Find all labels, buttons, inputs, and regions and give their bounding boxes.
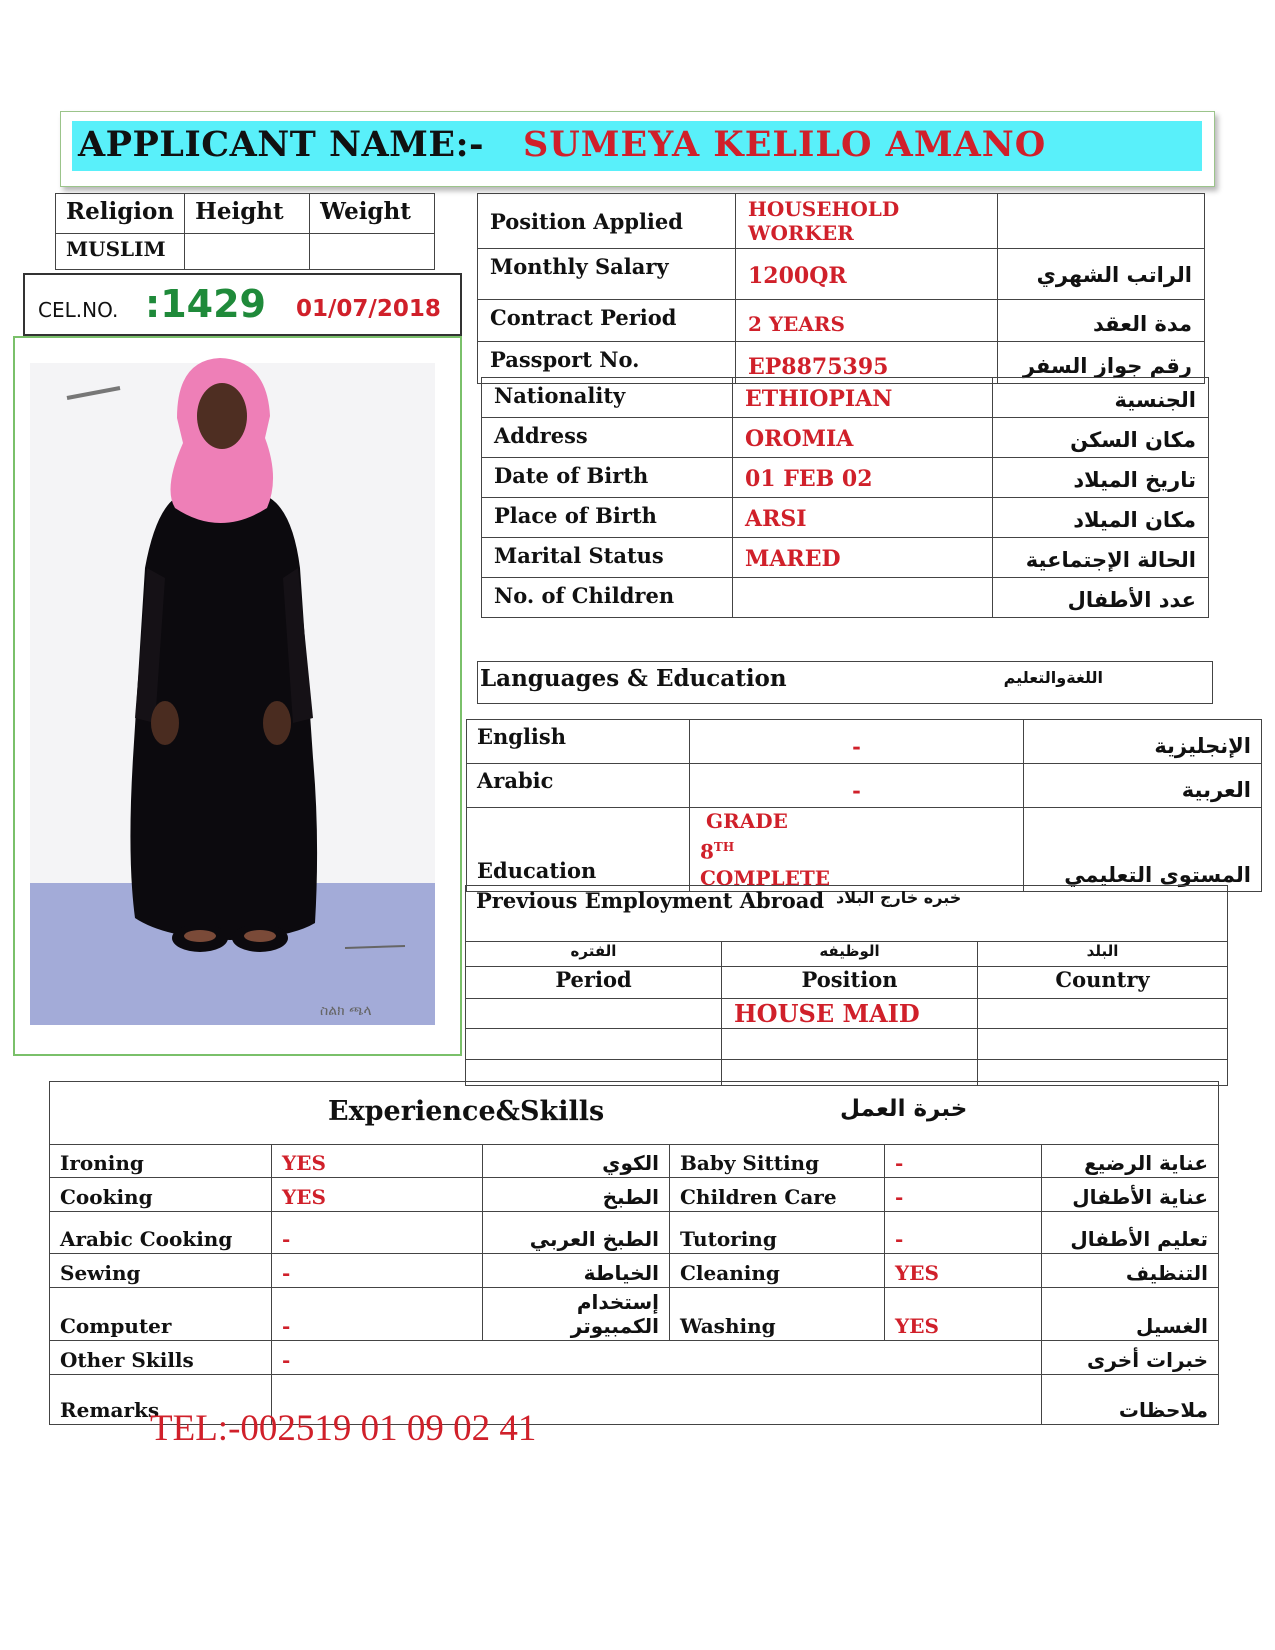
applicant-name: SUMEYA KELILO AMANO <box>523 124 1047 165</box>
marital-label: Marital Status <box>482 538 733 578</box>
contract-label: Contract Period <box>478 300 736 342</box>
cel-no-number: :1429 <box>145 282 266 326</box>
address-value: OROMIA <box>733 418 993 458</box>
employment-header <box>465 885 1228 941</box>
dob-label: Date of Birth <box>482 458 733 498</box>
other-skills-label: Other Skills <box>50 1341 272 1375</box>
weight-label: Weight <box>310 194 435 234</box>
languages-header <box>477 661 1213 704</box>
education-line1: GRADE <box>706 809 788 833</box>
other-skills-value: - <box>272 1341 1042 1375</box>
religion-label: Religion <box>56 194 185 234</box>
arabic-ar: العربية <box>1024 764 1262 808</box>
washing-label: Washing <box>670 1288 885 1341</box>
employment-table <box>465 941 1228 1086</box>
position-ar-head: الوظيفه <box>722 942 978 967</box>
contract-ar: مدة العقد <box>998 300 1205 342</box>
emp-row1-position: HOUSE MAID <box>722 999 978 1029</box>
experience-header <box>49 1081 1219 1144</box>
personal-table <box>481 377 1209 618</box>
job-table <box>477 193 1205 384</box>
ironing-ar: الكوي <box>483 1145 670 1178</box>
position-value: HOUSEHOLD WORKER <box>736 194 998 249</box>
childcare-ar: عناية الأطفال <box>1042 1178 1219 1212</box>
applicant-name-label: APPLICANT NAME:- <box>78 124 485 165</box>
photo-caption: ስልክ ጫላ <box>320 1003 372 1019</box>
languages-title: Languages & Education <box>480 665 787 692</box>
emp-row2-position <box>722 1029 978 1060</box>
position-ar <box>998 194 1205 249</box>
employment-title-ar: خبره خارج البلاد <box>836 888 962 907</box>
salary-value: 1200QR <box>736 249 998 300</box>
arabic-label: Arabic <box>467 764 690 808</box>
sewing-value: - <box>272 1254 483 1288</box>
address-label: Address <box>482 418 733 458</box>
applicant-photo <box>13 336 462 1056</box>
nationality-value: ETHIOPIAN <box>733 378 993 418</box>
other-skills-ar: خبرات أخرى <box>1042 1341 1219 1375</box>
period-ar: الفتره <box>466 942 722 967</box>
babysitting-value: - <box>885 1145 1042 1178</box>
children-value <box>733 578 993 618</box>
childcare-value: - <box>885 1178 1042 1212</box>
education-ar: المستوى التعليمي <box>1024 808 1262 892</box>
sewing-ar: الخياطة <box>483 1254 670 1288</box>
computer-value: - <box>272 1288 483 1341</box>
photo-illustration <box>15 338 460 1054</box>
arabic-value: - <box>690 764 1024 808</box>
computer-label: Computer <box>50 1288 272 1341</box>
education-label: Education <box>467 808 690 892</box>
children-label: No. of Children <box>482 578 733 618</box>
languages-table <box>466 719 1262 892</box>
contract-value: 2 YEARS <box>736 300 998 342</box>
cleaning-ar: التنظيف <box>1042 1254 1219 1288</box>
weight-value <box>310 234 435 270</box>
tutoring-ar: تعليم الأطفال <box>1042 1212 1219 1254</box>
address-ar: مكان السكن <box>993 418 1209 458</box>
english-value: - <box>690 720 1024 764</box>
experience-title-ar: خبرة العمل <box>840 1096 968 1122</box>
cooking-ar: الطبخ <box>483 1178 670 1212</box>
passport-label: Passport No. <box>478 342 736 384</box>
salary-label: Monthly Salary <box>478 249 736 300</box>
childcare-label: Children Care <box>670 1178 885 1212</box>
remarks-ar: ملاحظات <box>1042 1375 1219 1425</box>
emp-row2-country <box>978 1029 1228 1060</box>
experience-title: Experience&Skills <box>328 1096 605 1127</box>
tutoring-value: - <box>885 1212 1042 1254</box>
education-sup: TH <box>713 840 735 854</box>
cleaning-value: YES <box>885 1254 1042 1288</box>
salary-ar: الراتب الشهري <box>998 249 1205 300</box>
cooking-value: YES <box>272 1178 483 1212</box>
height-value <box>185 234 310 270</box>
employment-title: Previous Employment Abroad <box>476 888 825 913</box>
emp-row2-period <box>466 1029 722 1060</box>
country-header: Country <box>978 967 1228 999</box>
arabic-cooking-value: - <box>272 1212 483 1254</box>
babysitting-ar: عناية الرضيع <box>1042 1145 1219 1178</box>
cel-no-label: CEL.NO. <box>38 298 119 322</box>
dob-ar: تاريخ الميلاد <box>993 458 1209 498</box>
languages-title-ar: اللغةوالتعليم <box>1003 668 1103 687</box>
nationality-label: Nationality <box>482 378 733 418</box>
dob-value: 01 FEB 02 <box>733 458 993 498</box>
education-value <box>690 808 1024 892</box>
cleaning-label: Cleaning <box>670 1254 885 1288</box>
height-label: Height <box>185 194 310 234</box>
pob-value: ARSI <box>733 498 993 538</box>
experience-table <box>49 1144 1219 1425</box>
children-ar: عدد الأطفال <box>993 578 1209 618</box>
arabic-cooking-label: Arabic Cooking <box>50 1212 272 1254</box>
period-header: Period <box>466 967 722 999</box>
english-label: English <box>467 720 690 764</box>
arabic-cooking-ar: الطبخ العربي <box>483 1212 670 1254</box>
position-header: Position <box>722 967 978 999</box>
pob-ar: مكان الميلاد <box>993 498 1209 538</box>
washing-ar: الغسيل <box>1042 1288 1219 1341</box>
tutoring-label: Tutoring <box>670 1212 885 1254</box>
country-ar: البلد <box>978 942 1228 967</box>
education-grade: 8 <box>700 839 714 864</box>
religion-value: MUSLIM <box>56 234 185 270</box>
emp-row1-period <box>466 999 722 1029</box>
passport-ar: رقم جواز السفر <box>998 342 1205 384</box>
babysitting-label: Baby Sitting <box>670 1145 885 1178</box>
ironing-label: Ironing <box>50 1145 272 1178</box>
telephone: TEL:-002519 01 09 02 41 <box>150 1408 537 1449</box>
passport-value: EP8875395 <box>736 342 998 384</box>
english-ar: الإنجليزية <box>1024 720 1262 764</box>
sewing-label: Sewing <box>50 1254 272 1288</box>
cooking-label: Cooking <box>50 1178 272 1212</box>
education-line3: COMPLETE <box>700 865 830 890</box>
marital-value: MARED <box>733 538 993 578</box>
washing-value: YES <box>885 1288 1042 1341</box>
marital-ar: الحالة الإجتماعية <box>993 538 1209 578</box>
pob-label: Place of Birth <box>482 498 733 538</box>
computer-ar: إستخدام الكمبيوتر <box>483 1288 670 1341</box>
remarks-label: Remarks <box>50 1375 272 1425</box>
emp-row1-country <box>978 999 1228 1029</box>
position-label: Position Applied <box>478 194 736 249</box>
ironing-value: YES <box>272 1145 483 1178</box>
physical-table <box>55 193 435 270</box>
cel-date: 01/07/2018 <box>296 296 441 322</box>
nationality-ar: الجنسية <box>993 378 1209 418</box>
